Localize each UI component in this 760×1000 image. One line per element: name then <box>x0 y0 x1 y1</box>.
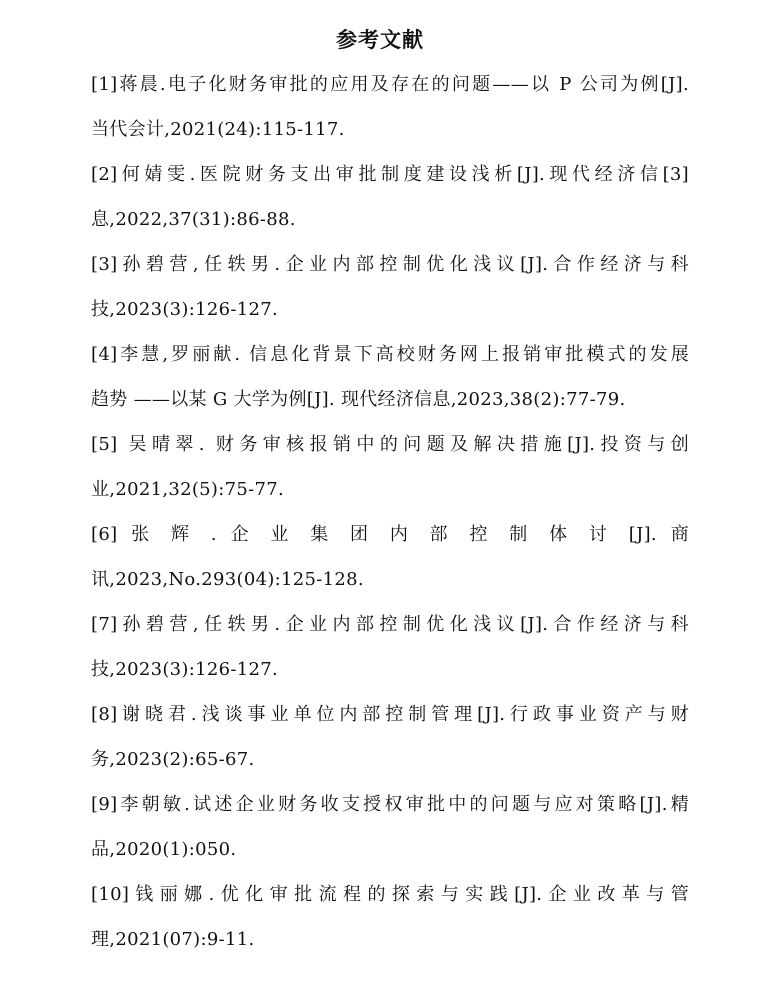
reference-line: 当代会计,2021(24):115-117. <box>91 119 345 140</box>
page-title: 参考文献 <box>336 28 424 52</box>
reference-item <box>91 512 689 602</box>
reference-line: 讯,2023,No.293(04):125-128. <box>91 569 364 590</box>
reference-item <box>91 242 689 332</box>
reference-line: 业,2021,32(5):75-77. <box>91 479 285 500</box>
reference-item <box>91 872 689 962</box>
reference-line: [1]蒋晨.电子化财务审批的应用及存在的问题——以 P 公司为例[J]. <box>91 74 689 95</box>
reference-item <box>91 332 689 422</box>
reference-line: 息,2022,37(31):86-88. <box>91 209 296 230</box>
reference-line: [9]李朝敏.试述企业财务收支授权审批中的问题与应对策略[J].精 <box>91 794 689 815</box>
reference-line: [6] 张 辉 . 企 业 集 团 内 部 控 制 体 讨 [J]. 商 <box>91 524 689 545</box>
reference-line: [5] 吴晴翠. 财务审核报销中的问题及解决措施[J].投资与创 <box>91 434 689 455</box>
reference-item <box>91 152 689 242</box>
reference-item <box>91 602 689 692</box>
reference-line: [4]李慧,罗丽献. 信息化背景下高校财务网上报销审批模式的发展 <box>91 344 689 365</box>
reference-line: [3]孙碧营,任轶男.企业内部控制优化浅议[J].合作经济与科 <box>91 254 689 275</box>
reference-line: 理,2021(07):9-11. <box>91 929 255 950</box>
reference-item <box>91 782 689 872</box>
reference-list <box>91 62 689 962</box>
reference-line: [10]钱丽娜.优化审批流程的探索与实践[J].企业改革与管 <box>91 884 689 905</box>
reference-line: [8]谢晓君.浅谈事业单位内部控制管理[J].行政事业资产与财 <box>91 704 689 725</box>
reference-item <box>91 422 689 512</box>
reference-item <box>91 692 689 782</box>
reference-line: [2]何婧雯.医院财务支出审批制度建设浅析[J].现代经济信[3] <box>91 164 689 185</box>
reference-item <box>91 62 689 152</box>
reference-line: 趋势 ——以某 G 大学为例[J]. 现代经济信息,2023,38(2):77-79. <box>91 389 626 410</box>
reference-line: [7]孙碧营,任轶男.企业内部控制优化浅议[J].合作经济与科 <box>91 614 689 635</box>
reference-line: 务,2023(2):65-67. <box>91 749 255 770</box>
reference-line: 品,2020(1):050. <box>91 839 237 860</box>
reference-line: 技,2023(3):126-127. <box>91 659 279 680</box>
reference-line: 技,2023(3):126-127. <box>91 299 279 320</box>
